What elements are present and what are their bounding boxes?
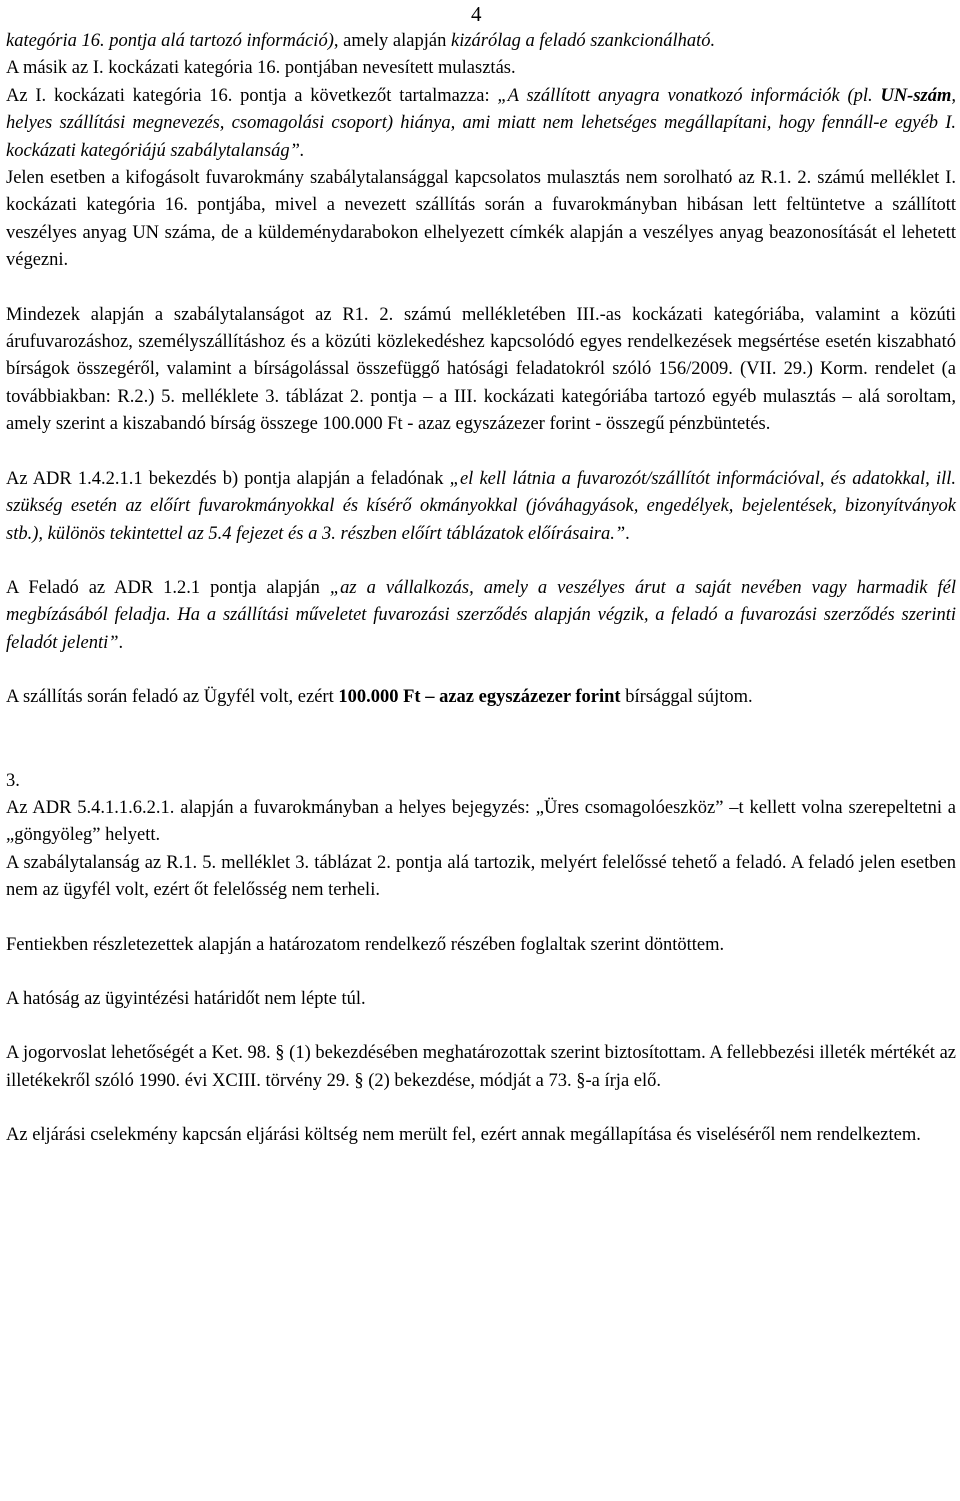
paragraph-12: A hatóság az ügyintézési határidőt nem lépte túl. <box>6 988 366 1009</box>
paragraph-3-quote-b: , helyes szállítási megnevezés, csomagolási csoport) hiánya, ami miatt nem lehetséges megállapítani, hogy fennáll-e egyéb I. kockázati kategóriájú szabálytalanság”. <box>6 85 956 161</box>
paragraph-1-italic-a: kategória 16. pontja alá tartozó információ) <box>6 31 334 51</box>
paragraph-11: Fentiekben részletezettek alapján a határozatom rendelkező részében foglaltak szerint döntöttem. <box>6 934 725 955</box>
paragraph-7-end: . <box>118 632 124 653</box>
paragraph-7-lead: A Feladó az ADR 1.2.1 pontja alapján <box>6 577 330 598</box>
spacer <box>6 657 956 684</box>
spacer <box>6 275 956 302</box>
paragraph-7-quote: „az a vállalkozás, amely a veszélyes árut a saját nevében vagy harmadik fél megbízásából feladja. Ha a szállítási műveletet fuvarozási szerződés alapján végzik, a feladó a fuvarozási szerződés szerinti feladót jelenti” <box>6 577 956 653</box>
paragraph-14: Az eljárási cselekmény kapcsán eljárási költség nem merült fel, ezért annak megállapítása és viseléséről nem rendelkeztem. <box>6 1125 921 1146</box>
page-number: 4 <box>471 2 482 26</box>
spacer <box>6 1095 956 1122</box>
un-number-term: UN-szám <box>880 85 952 106</box>
paragraph-1-italic-b: kizárólag a feladó szankcionálható. <box>450 31 716 51</box>
paragraph-13: A jogorvoslat lehetőségét a Ket. 98. § (1) bekezdésében meghatározottak szerint biztosítottam. A fellebbezési illeték mértékét az illetékekről szóló 1990. évi XCIII. törvény 29. § (2) bekezdése, módját a 73. §-a írja elő. <box>6 1043 956 1091</box>
document-body <box>6 28 956 1150</box>
spacer <box>6 1013 956 1040</box>
fine-amount: 100.000 Ft – azaz egyszázezer forint <box>338 687 621 708</box>
paragraph-3-lead: Az I. kockázati kategória 16. pontja a következőt tartalmazza: <box>6 85 498 106</box>
paragraph-2: A másik az I. kockázati kategória 16. pontjában nevesített mulasztás. <box>6 58 516 79</box>
paragraph-3 <box>6 83 956 165</box>
paragraph-1-text: , amely alapján <box>333 31 451 51</box>
paragraph-6-end: . <box>625 523 630 544</box>
spacer <box>6 712 956 768</box>
paragraph-10: A szabálytalanság az R.1. 5. melléklet 3. táblázat 2. pontja alá tartozik, melyért felelőssé tehető a feladó. A feladó jelen esetben nem az ügyfél volt, ezért őt felelősség nem terheli. <box>6 852 956 901</box>
paragraph-6 <box>6 466 956 548</box>
spacer <box>6 905 956 932</box>
paragraph-1 <box>6 28 956 55</box>
paragraph-5: Mindezek alapján a szabálytalanságot az R1. 2. számú mellékletében III.-as kockázati kategóriába, valamint a közúti árufuvarozáshoz, személyszállításhoz és a közúti közlekedéshez kapcsolódó egyes rendelkezések megsértése esetén kiszabható bírságok összegéről, valamint a bírságolással összefüggő hatósági feladatokról szóló 156/2009. (VII. 29.) Korm. rendelet (a továbbiakban: R.2.) 5. melléklete 3. táblázat 2. pontja – a III. kockázati kategóriába tartozó egyéb mulasztás – alá soroltam, amely szerint a kiszabandó bírság összege 100.000 Ft - azaz egyszázezer forint - összegű pénzbüntetés. <box>6 304 956 435</box>
paragraph-7 <box>6 575 956 657</box>
paragraph-3-quote-a: „A szállított anyagra vonatkozó információk (pl. <box>497 85 881 106</box>
paragraph-9: Az ADR 5.4.1.1.6.2.1. alapján a fuvarokmányban a helyes bejegyzés: „Üres csomagolóeszköz” –t kellett volna szerepeltetni a „göngyöleg” helyett. <box>6 797 956 846</box>
paragraph-8 <box>6 684 956 711</box>
spacer <box>6 548 956 575</box>
spacer <box>6 439 956 466</box>
paragraph-8-end: bírsággal sújtom. <box>620 687 753 708</box>
section-3-number: 3. <box>6 770 20 791</box>
paragraph-8-lead: A szállítás során feladó az Ügyfél volt, ezért <box>6 687 339 708</box>
paragraph-4: Jelen esetben a kifogásolt fuvarokmány szabálytalansággal kapcsolatos mulasztás nem sorolható az R.1. 2. számú melléklet I. kockázati kategória 16. pontjába, mivel a nevezett szállítás során a fuvarokmányban hibásan lett feltüntetve a szállított veszélyes anyag UN száma, de a küldeménydarabokon elhelyezett címkék alapján a veszélyes anyag beazonosítását el lehetett végezni. <box>6 168 956 271</box>
paragraph-6-lead: Az ADR 1.4.2.1.1 bekezdés b) pontja alapján a feladónak <box>6 468 450 489</box>
spacer <box>6 959 956 986</box>
paragraph-6-quote: „el kell látnia a fuvarozót/szállítót információval, és adatokkal, ill. szükség esetén az előírt fuvarokmányokkal és kísérő okmányokkal (jóváhagyások, engedélyek, bejelentések, bizonyítványok stb.), különös tekintettel az 5.4 fejezet és a 3. részben előírt táblázatok előírásaira.” <box>6 468 956 544</box>
